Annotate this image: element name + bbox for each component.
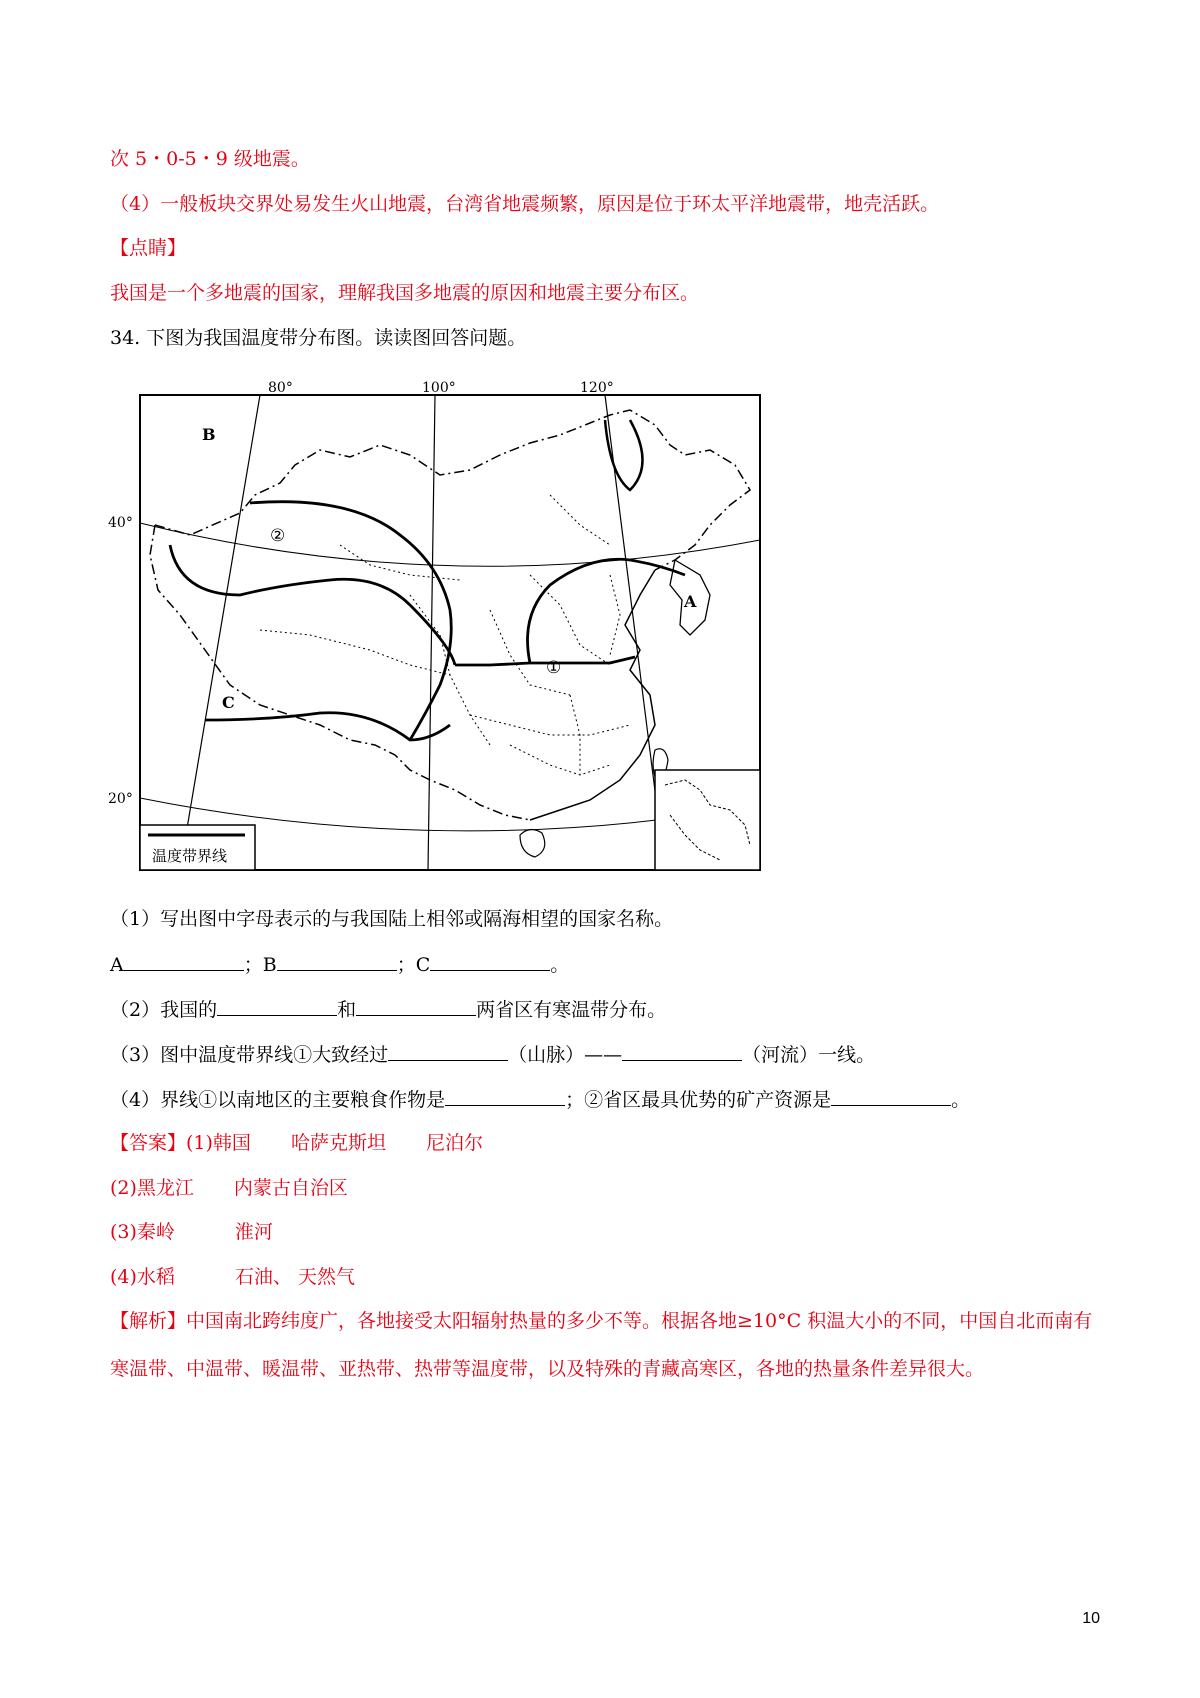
- answer-line-3: [110, 1219, 273, 1245]
- lon-label-100: 100°: [422, 380, 456, 396]
- answer-3-a: (3)秦岭: [110, 1221, 175, 1243]
- hainan-island: [520, 829, 545, 857]
- q2-blank-1[interactable]: [217, 995, 337, 1016]
- q3-pre: （3）图中温度带界线①大致经过: [110, 1044, 389, 1066]
- zone-line-1-qinling-huaihe: [455, 657, 635, 665]
- lon-label-80: 80°: [268, 380, 293, 396]
- south-china-sea-inset: [655, 770, 760, 870]
- temperature-zone-map: [108, 380, 770, 895]
- letter-A: A: [684, 592, 697, 611]
- circled-2: ②: [270, 526, 286, 546]
- question-stem: 34. 下图为我国温度带分布图。读读图回答问题。: [110, 327, 527, 349]
- q3-blank-2[interactable]: [622, 1040, 742, 1061]
- answer-line-4: [110, 1264, 355, 1290]
- answer-4-b: 石油、 天然气: [234, 1266, 355, 1288]
- lat-label-40: 40°: [108, 515, 133, 531]
- province-borders: [260, 495, 630, 775]
- q1-blank-c[interactable]: [430, 950, 550, 971]
- lat-label-20: 20°: [108, 791, 133, 807]
- q1-label-a: A: [110, 954, 124, 976]
- answer-line-1: [110, 1130, 483, 1156]
- answer-1-b: 哈萨克斯坦: [290, 1132, 386, 1154]
- circled-1: ①: [546, 658, 562, 678]
- q2-post: 两省区有寒温带分布。: [476, 999, 667, 1021]
- answer-1-a: (1)韩国: [186, 1132, 251, 1154]
- q3-mid: （山脉）——: [508, 1044, 623, 1066]
- analysis-text: 中国南北跨纬度广，各地接受太阳辐射热量的多少不等。根据各地≥10°C 积温大小的不同，中国自北而南有寒温带、中温带、暖温带、亚热带、热带等温度带，以及特殊的青藏高寒区，各地的热量条件差异很大。: [110, 1310, 1093, 1380]
- q4-mid: ；②省区最具优势的矿产资源是: [565, 1089, 832, 1111]
- q3-post: （河流）一线。: [742, 1044, 876, 1066]
- q1-blank-b[interactable]: [277, 950, 397, 971]
- lon-label-120: 120°: [580, 380, 614, 396]
- q3-line: [110, 1040, 875, 1068]
- letter-B: B: [202, 425, 216, 444]
- explanation-line-2: （4）一般板块交界处易发生火山地震，台湾省地震频繁，原因是位于环太平洋地震带，地壳活跃。: [110, 193, 940, 215]
- q2-pre: （2）我国的: [110, 999, 218, 1021]
- q4-line: [110, 1085, 970, 1113]
- parallel-40: [140, 523, 760, 566]
- analysis-paragraph: [110, 1297, 1100, 1393]
- q2-mid: 和: [337, 999, 357, 1021]
- coastline: [530, 570, 655, 820]
- answer-tag: 【答案】: [110, 1132, 187, 1154]
- q4-pre: （4）界线①以南地区的主要粮食作物是: [110, 1089, 446, 1111]
- answer-line-2: [110, 1175, 348, 1201]
- answer-3-b: 淮河: [234, 1221, 273, 1243]
- legend-label: 温度带界线: [152, 847, 228, 865]
- analysis-tag: 【解析】: [110, 1310, 187, 1332]
- q1-blank-a[interactable]: [124, 950, 244, 971]
- explanation-line-1: 次 5・0-5・9 级地震。: [110, 148, 310, 170]
- northeast-zone-line: [605, 420, 643, 490]
- q4-blank-1[interactable]: [445, 1085, 565, 1106]
- dianjing-heading: 【点睛】: [110, 237, 187, 259]
- q1-label-b: ；B: [243, 954, 277, 976]
- q4-post: 。: [951, 1089, 971, 1111]
- q2-blank-2[interactable]: [356, 995, 476, 1016]
- answer-4-a: (4)水稻: [110, 1266, 175, 1288]
- zone-line-warm-temperate: [528, 559, 686, 663]
- letter-C: C: [222, 693, 235, 712]
- q1-text: （1）写出图中字母表示的与我国陆上相邻或隔海相望的国家名称。: [110, 908, 674, 930]
- answer-1-c: 尼泊尔: [425, 1132, 483, 1154]
- national-border-south: [150, 525, 530, 820]
- q1-label-c: ；C: [396, 954, 431, 976]
- q2-line: [110, 995, 666, 1023]
- q4-blank-2[interactable]: [831, 1085, 951, 1106]
- answer-2-b: 内蒙古自治区: [233, 1177, 348, 1199]
- q1-end: 。: [550, 954, 570, 976]
- answer-2-a: (2)黑龙江: [110, 1177, 194, 1199]
- page-number: 10: [1082, 1610, 1100, 1627]
- q1-answer-line: [110, 950, 569, 978]
- dianjing-text: 我国是一个多地震的国家，理解我国多地震的原因和地震主要分布区。: [110, 282, 700, 304]
- q3-blank-1[interactable]: [388, 1040, 508, 1061]
- zone-line-plateau-north: [170, 545, 455, 665]
